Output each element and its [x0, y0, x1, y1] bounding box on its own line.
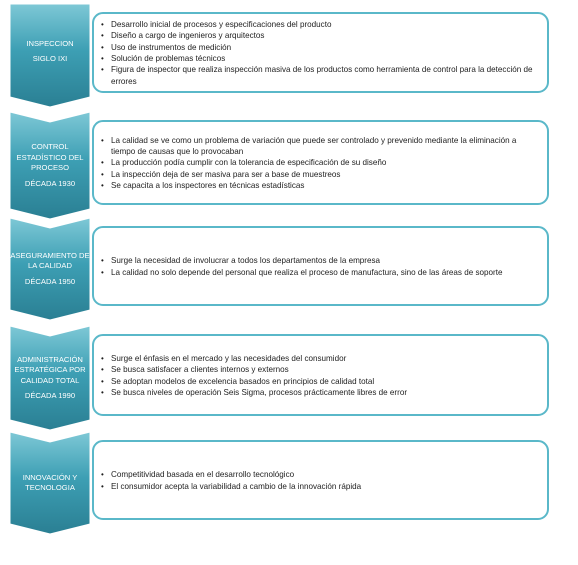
stage-name: ASEGURAMIENTO DE LA CALIDAD	[10, 250, 90, 271]
bullet-text: Se busca satisfacer a clientes internos y externos	[111, 365, 289, 375]
bullet-text: Desarrollo inicial de procesos y especificaciones del producto	[111, 20, 332, 30]
bullet-item	[100, 353, 541, 364]
bullet-text: Diseño a cargo de ingenieros y arquitectos	[111, 31, 265, 41]
bullet-item	[100, 64, 541, 87]
stage-date: SIGLO IXI	[32, 54, 68, 63]
bullet-icon: •	[101, 353, 104, 363]
bullet-icon: •	[101, 470, 104, 480]
bullet-item	[100, 53, 541, 64]
bullet-icon: •	[101, 42, 104, 52]
bullet-icon: •	[101, 65, 104, 75]
stage-name: CONTROL ESTADÍSTICO DEL PROCESO	[16, 142, 84, 172]
bullet-item	[100, 376, 541, 387]
stage-label	[10, 6, 90, 97]
bullet-text: Uso de instrumentos de medición	[111, 42, 232, 52]
stage-label	[10, 122, 90, 209]
bullet-text: Se busca niveles de operación Seis Sigma, procesos prácticamente libres de error	[111, 387, 408, 397]
bullet-icon: •	[101, 135, 104, 145]
bullet-item	[100, 469, 541, 480]
bullet-text: Se adoptan modelos de excelencia basados en principios de calidad total	[111, 376, 375, 386]
bullet-item	[100, 169, 541, 180]
bullet-text: Surge la necesidad de involucrar a todos los departamentos de la empresa	[111, 256, 381, 266]
bullet-icon: •	[101, 365, 104, 375]
bullet-icon: •	[101, 387, 104, 397]
stage-panel	[92, 226, 549, 306]
stage-panel	[92, 12, 549, 93]
bullet-icon: •	[101, 169, 104, 179]
stage-bullet-list	[100, 135, 541, 191]
bullet-text: La producción podía cumplir con la tolerancia de especificación de su diseño	[111, 158, 387, 168]
stage-name: ADMINISTRACIÓN ESTRATÉGICA POR CALIDAD TOTAL	[14, 354, 86, 385]
stage-label	[10, 228, 90, 310]
bullet-item	[100, 135, 541, 158]
bullet-item	[100, 267, 541, 278]
bullet-icon: •	[101, 31, 104, 41]
stage-panel	[92, 120, 549, 205]
bullet-item	[100, 19, 541, 30]
stage-label	[10, 336, 90, 420]
stage-name: INSPECCION	[26, 38, 74, 48]
bullet-text: La calidad se ve como un problema de variación que puede ser controlado y prevenido mediante la eliminación a tiempo de causas que lo provocaban	[111, 135, 517, 157]
stage-label	[10, 442, 90, 524]
bullet-item	[100, 481, 541, 492]
bullet-item	[100, 180, 541, 191]
bullet-item	[100, 255, 541, 266]
bullet-item	[100, 387, 541, 398]
bullet-text: La calidad no solo depende del personal que realiza el proceso de manufactura, sino de las áreas de soporte	[111, 267, 503, 277]
bullet-icon: •	[101, 158, 104, 168]
bullet-item	[100, 157, 541, 168]
stage-date: DÉCADA 1990	[24, 391, 76, 400]
stage-bullet-list	[100, 353, 541, 398]
stage-name: INNOVACIÓN Y TECNOLOGIA	[22, 472, 78, 492]
stage-bullet-list	[100, 19, 541, 87]
bullet-text: Surge el énfasis en el mercado y las necesidades del consumidor	[111, 353, 347, 363]
stage-date: DÉCADA 1930	[24, 178, 76, 188]
bullet-item	[100, 42, 541, 53]
bullet-icon: •	[101, 267, 104, 277]
bullet-icon: •	[101, 256, 104, 266]
bullet-icon: •	[101, 54, 104, 63]
stage-bullet-list	[100, 469, 541, 492]
bullet-text: El consumidor acepta la variabilidad a cambio de la innovación rápida	[111, 481, 362, 491]
stage-panel	[92, 440, 549, 520]
bullet-text: La inspección deja de ser masiva para ser a base de muestreos	[111, 169, 341, 179]
stage-panel	[92, 334, 549, 416]
bullet-icon: •	[101, 20, 104, 30]
bullet-text: Figura de inspector que realiza inspección masiva de los productos como herramienta de control para la detección de errores	[111, 65, 533, 86]
bullet-text: Solución de problemas técnicos	[111, 54, 226, 63]
stage-date: DÉCADA 1950	[24, 276, 76, 286]
bullet-icon: •	[101, 180, 104, 190]
stage-bullet-list	[100, 255, 541, 278]
bullet-text: Se capacita a los inspectores en técnicas estadísticas	[111, 180, 305, 190]
bullet-icon: •	[101, 481, 104, 491]
bullet-icon: •	[101, 376, 104, 386]
bullet-item	[100, 364, 541, 375]
bullet-item	[100, 30, 541, 41]
bullet-text: Competitividad basada en el desarrollo tecnológico	[111, 470, 295, 480]
